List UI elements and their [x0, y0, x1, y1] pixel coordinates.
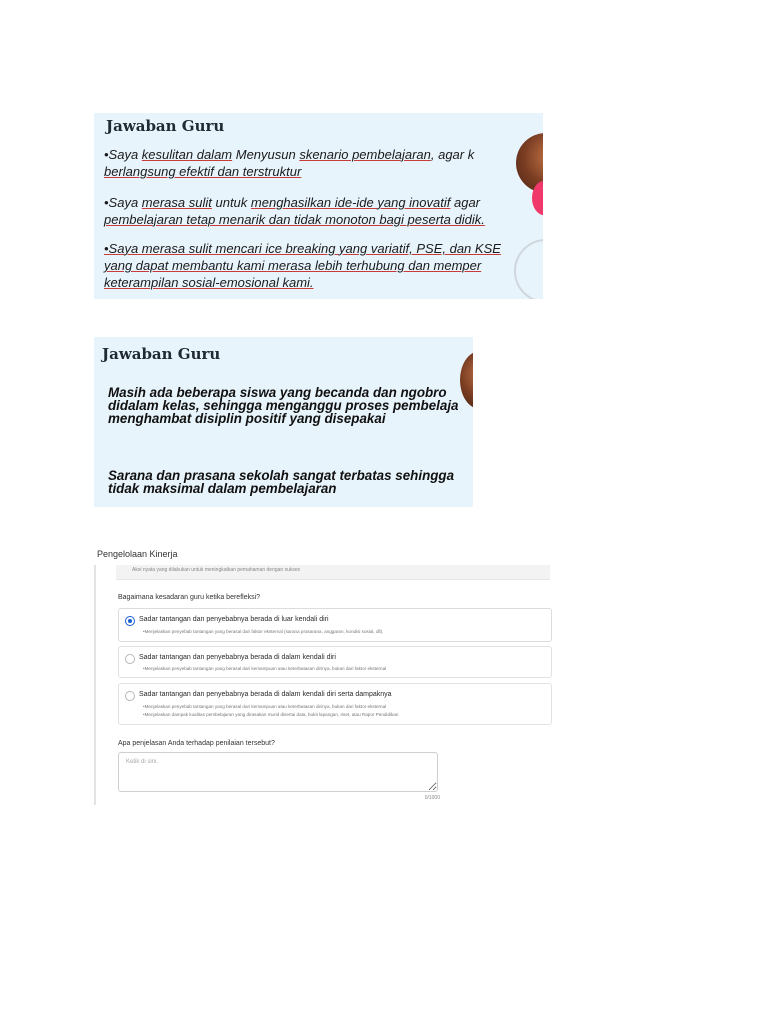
radio-icon[interactable]: [125, 691, 135, 701]
slide-jawaban-guru-1: [94, 113, 543, 299]
explanation-textarea[interactable]: [118, 752, 438, 792]
question-penjelasan: Apa penjelasan Anda terhadap penilaian tersebut?: [118, 740, 275, 747]
option-dalam-kendali[interactable]: [118, 646, 552, 678]
character-counter: 0/1000: [424, 795, 440, 801]
slide-title: Jawaban Guru: [106, 117, 225, 135]
option-description: • Menjelaskan dampak kualitas pembelajaran yang dirasakan murid disertai data, bukti lapangan, riset, atau Rapor Pendidikan: [143, 712, 398, 717]
form-header: Pengelolaan Kinerja: [97, 549, 178, 559]
option-description: • Menjelaskan penyebab tantangan yang berasal dari kemampuan atau keterbatasan dirinya, bukan dari faktor eksternal: [143, 666, 386, 671]
bullet-skenario: •Saya kesulitan dalam Menyusun skenario pembelajaran, agar k berlangsung efektif dan terstruktur: [104, 147, 475, 179]
previous-answer-text: Aksi nyata yang dilakukan untuk meningkatkan pemahaman dengan sukses: [132, 567, 301, 573]
decorative-circle: [514, 239, 543, 299]
bullet-ice-breaking: •Saya merasa sulit mencari ice breaking yang variatif, PSE, dan KSE yang dapat membantu kami merasa lebih terhubung dan memper keterampilan sosial-emosional kami.: [104, 241, 501, 290]
option-label: Sadar tantangan dan penyebabnya berada di luar kendali diri: [139, 616, 329, 623]
radio-icon[interactable]: [125, 654, 135, 664]
paragraph-siswa: Masih ada beberapa siswa yang becanda dan ngobro didalam kelas, sehingga menganggu proses pembelaja menghambat disiplin positif yang disepakai: [108, 385, 459, 426]
option-description: • Menjelaskan penyebab tantangan yang berasal dari kemampuan atau keterbatasan dirinya, bukan dari faktor eksternal: [143, 704, 386, 709]
divider: [94, 565, 96, 805]
paragraph-sarana: Sarana dan prasana sekolah sangat terbatas sehingga tidak maksimal dalam pembelajaran: [108, 468, 455, 496]
previous-answer-box: [116, 565, 550, 580]
question-kesadaran: Bagaimana kesadaran guru ketika berefleksi?: [118, 594, 261, 601]
option-label: Sadar tantangan dan penyebabnya berada di dalam kendali diri: [139, 654, 336, 661]
slide-title: Jawaban Guru: [102, 345, 221, 363]
slide-jawaban-guru-2: [94, 337, 473, 507]
pengelolaan-kinerja-form: [94, 545, 564, 807]
option-dalam-kendali-dampak[interactable]: [118, 683, 552, 725]
option-label: Sadar tantangan dan penyebabnya berada di dalam kendali diri serta dampaknya: [139, 691, 392, 698]
presenter-avatar: [460, 351, 473, 409]
bullet-ide-inovatif: •Saya merasa sulit untuk menghasilkan ide-ide yang inovatif agar pembelajaran tetap menarik dan tidak monoton bagi peserta didik.: [104, 195, 485, 227]
radio-selected-icon[interactable]: [125, 616, 135, 626]
option-luar-kendali[interactable]: [118, 608, 552, 642]
option-description: • Menjelaskan penyebab tantangan yang berasal dari faktor eksternal (sarana prasarana, anggaran, kondisi sosial, dll).: [143, 629, 383, 634]
